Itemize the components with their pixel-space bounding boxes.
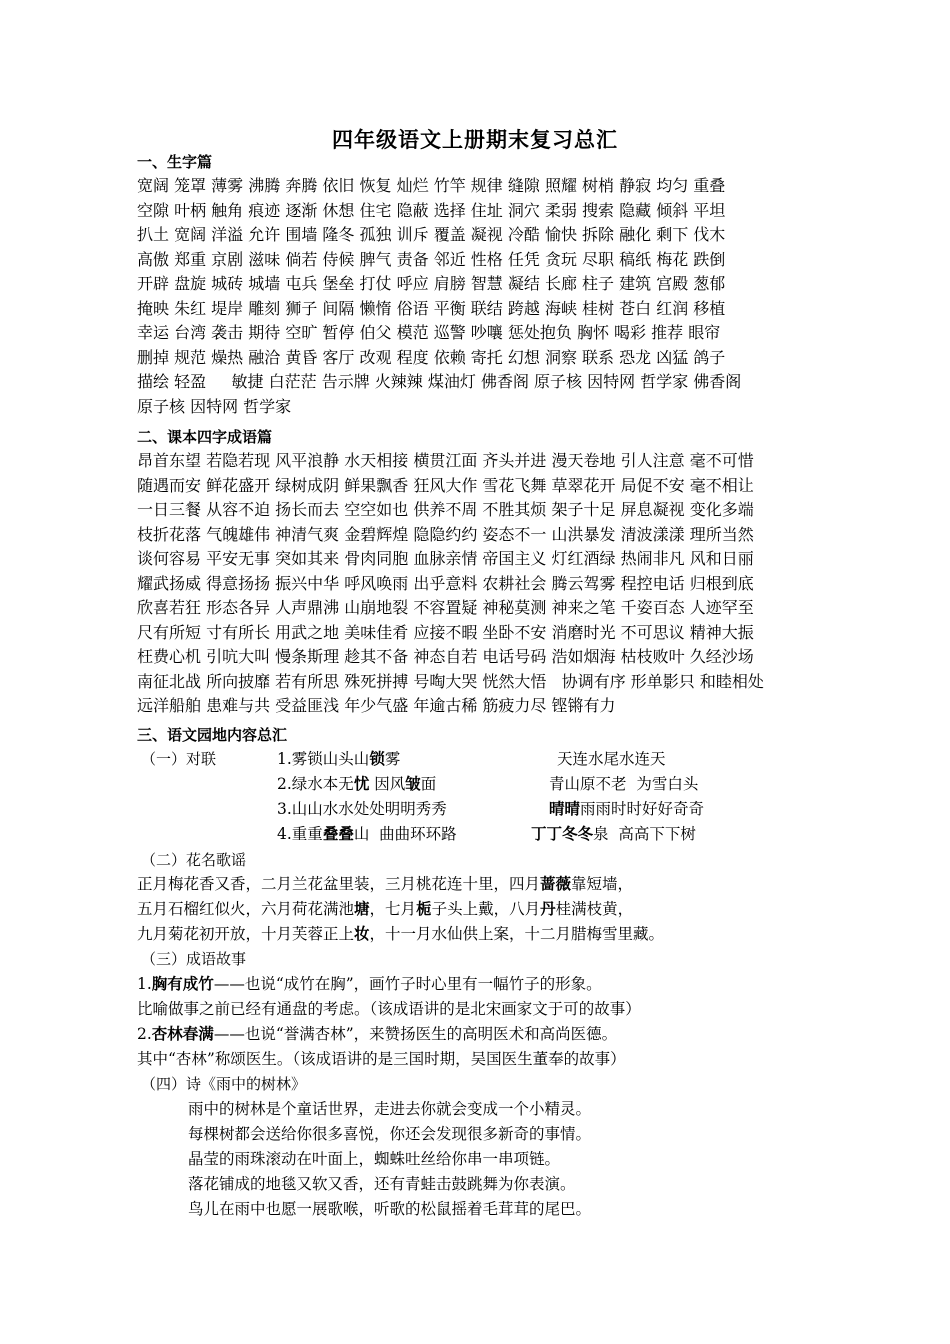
song-text: ，七月 xyxy=(369,900,417,918)
chengyu-line: 枉费心机 引吭大叫 慢条斯理 趁其不备 神态自若 电话号码 浩如烟海 枯枝败叶 久经沙场 xyxy=(137,647,754,666)
idiom-bold: 胸有成竹 xyxy=(151,975,214,993)
idiom-bold: 杏林春满 xyxy=(151,1025,214,1043)
shengzi-line: 空隙 叶柄 触角 痕迹 逐渐 休想 住宅 隐蔽 选择 住址 洞穴 柔弱 搜索 隐藏 倾斜 平坦 xyxy=(137,200,726,220)
chengyu-line: 尺有所短 寸有所长 用武之地 美味佳肴 应接不暇 坐卧不安 消磨时光 不可思议 精神大振 xyxy=(137,622,754,642)
section-heading-chengyu: 二、课本四字成语篇 xyxy=(137,428,273,446)
couplet-text: 重重 xyxy=(291,825,323,843)
chengyu-line: 南征北战 所向披靡 若有所思 殊死拼搏 号啕大哭 恍然大悟 协调有序 形单影只 和睦相处 xyxy=(137,671,764,691)
shengzi-list xyxy=(137,174,857,419)
chengyu-line: 谈何容易 平安无事 突如其来 骨肉同胞 血脉亲情 帝国主义 灯红酒绿 热闹非凡 风和日丽 xyxy=(137,549,754,568)
shengzi-line: 扒土 宽阔 洋溢 允许 围墙 隆冬 孤独 训斥 覆盖 凝视 冷酷 愉快 拆除 融化 剩下 伐木 xyxy=(137,225,726,244)
song-text: 靠短墙， xyxy=(571,875,634,893)
couplet-text: 面 xyxy=(420,775,437,793)
poem-line: 晶莹的雨珠滚动在叶面上，蜘蛛吐丝给你串一串项链。 xyxy=(188,1150,561,1168)
couplet-text: 天连水尾水连天 xyxy=(557,750,666,768)
duilian-label: （一）对联 xyxy=(141,750,217,768)
shengzi-line: 高傲 郑重 京剧 滋味 倘若 侍候 脾气 责备 邻近 性格 任凭 贪玩 尽职 稿纸 梅花 跌倒 xyxy=(137,249,726,269)
huaming-line-1 xyxy=(137,872,633,897)
couplet-number: 4. xyxy=(277,825,292,843)
couplet-text: 绿水本无 xyxy=(291,775,354,793)
couplet-lower-1 xyxy=(557,747,666,771)
shengzi-line: 幸运 台湾 袭击 期待 空旷 暂停 伯父 模范 巡警 吵嚷 惩处抱负 胸怀 喝彩 推荐 眼帘 xyxy=(137,323,721,342)
shengzi-line: 开辟 盘旋 城砖 城墙 屯兵 堡垒 打仗 呼应 肩膀 智慧 凝结 长廊 柱子 建筑 宫殿 葱郁 xyxy=(137,274,726,293)
gushi-line-2: 比喻做事之前已经有通盘的考虑。（该成语讲的是北宋画家文于可的故事） xyxy=(137,1000,641,1018)
chengyu-list xyxy=(137,449,857,719)
couplet-text: 因风 xyxy=(369,775,406,793)
page-title: 四年级语文上册期末复习总汇 xyxy=(332,128,618,152)
couplet-upper-1 xyxy=(277,747,400,771)
couplet-bold: 丁丁冬冬 xyxy=(531,825,594,843)
couplet-bold: 叠叠 xyxy=(322,825,354,843)
chengyu-line: 耀武扬威 得意扬扬 振兴中华 呼风唤雨 出乎意料 农耕社会 腾云驾雾 程控电话 归根到底 xyxy=(137,573,754,593)
song-bold: 蔷薇 xyxy=(540,875,572,893)
story-text: ——也说“成竹在胸”，画竹子时心里有一幅竹子的形象。 xyxy=(213,975,602,993)
huaming-label: （二）花名歌谣 xyxy=(141,851,247,869)
couplet-text: 山 曲曲环环路 xyxy=(353,825,457,843)
song-bold: 丹 xyxy=(540,900,556,918)
song-bold: 栀 xyxy=(416,900,432,918)
poem-line: 每棵树都会送给你很多喜悦，你还会发现很多新奇的事情。 xyxy=(188,1125,592,1143)
poem-line: 鸟儿在雨中也愿一展歌喉，听歌的松鼠摇着毛茸茸的尾巴。 xyxy=(188,1200,592,1218)
chengyu-line: 枝折花落 气魄雄伟 神清气爽 金碧辉煌 隐隐约约 姿态不一 山洪暴发 清波漾漾 理所当然 xyxy=(137,524,754,544)
song-text: 桂满枝黄， xyxy=(555,900,634,918)
couplet-bold: 忧 xyxy=(353,775,370,793)
couplet-text: 山山水水处处明明秀秀 xyxy=(291,800,447,818)
story-number: 2. xyxy=(137,1025,152,1043)
gushi-line-4: 其中“杏林”称颂医生。（该成语讲的是三国时期，吴国医生董奉的故事） xyxy=(137,1050,626,1068)
gushi-line-1 xyxy=(137,972,602,997)
chengyu-line: 欣喜若狂 形态各异 人声鼎沸 山崩地裂 不容置疑 神秘莫测 神来之笔 千姿百态 人迹罕至 xyxy=(137,598,754,617)
couplet-bold: 晴晴 xyxy=(549,800,581,818)
couplet-text: 雾锁山头山 xyxy=(291,750,370,768)
couplet-lower-2 xyxy=(549,772,698,796)
song-bold: 妆 xyxy=(354,925,370,943)
couplet-text: 雾 xyxy=(384,750,401,768)
gushi-line-3 xyxy=(137,1022,617,1047)
chengyu-line: 昂首东望 若隐若现 风平浪静 水天相接 横贯江面 齐头并进 漫天卷地 引人注意 毫不可惜 xyxy=(137,451,754,470)
story-number: 1. xyxy=(137,975,152,993)
shengzi-line: 删掉 规范 燥热 融洽 黄昏 客厅 改观 程度 依赖 寄托 幻想 洞察 联系 恐龙 凶猛 鸽子 xyxy=(137,347,726,367)
couplet-upper-2 xyxy=(277,772,436,796)
shengzi-line: 掩映 朱红 堤岸 雕刻 狮子 间隔 懒惰 俗语 平衡 联结 跨越 海峡 桂树 苍白 红润 移植 xyxy=(137,298,726,318)
song-text: ，十一月水仙供上案，十二月腊梅雪里藏。 xyxy=(369,925,665,943)
poem-line: 雨中的树林是个童话世界，走进去你就会变成一个小精灵。 xyxy=(188,1100,592,1118)
section-heading-yuanditotal: 三、语文园地内容总汇 xyxy=(137,726,288,744)
shengzi-line: 原子核 因特网 哲学家 xyxy=(137,396,292,416)
couplet-number: 3. xyxy=(277,800,292,818)
song-text: 五月石榴红似火，六月荷花满池 xyxy=(137,900,355,918)
couplet-bold: 锁 xyxy=(369,750,385,768)
section-heading-shengzi: 一、生字篇 xyxy=(137,153,213,171)
chengyu-line: 远洋船舶 患难与共 受益匪浅 年少气盛 年逾古稀 筋疲力尽 铿锵有力 xyxy=(137,696,616,715)
chengyu-line: 一日三餐 从容不迫 扬长而去 空空如也 供养不周 不胜其烦 架子十足 屏息凝视 变化多端 xyxy=(137,500,754,519)
couplet-bold: 皱 xyxy=(405,775,421,793)
huaming-line-3 xyxy=(137,922,664,947)
couplet-lower-4 xyxy=(531,822,696,846)
shengzi-line: 描绘 轻盈 敏捷 白茫茫 告示牌 火辣辣 煤油灯 佛香阁 原子核 因特网 哲学家 佛香阁 xyxy=(137,372,742,391)
couplet-lower-3 xyxy=(549,797,704,821)
chengyu-line: 随遇而安 鲜花盛开 绿树成阴 鲜果飘香 狂风大作 雪花飞舞 草翠花开 局促不安 毫不相让 xyxy=(137,475,754,495)
story-text: ——也说“誉满杏林”，来赞扬医生的高明医术和高尚医德。 xyxy=(213,1025,618,1043)
huaming-line-2 xyxy=(137,897,633,922)
couplet-upper-4 xyxy=(277,822,457,846)
couplet-number: 1. xyxy=(277,750,292,768)
couplet-text: 雨雨时时好好奇奇 xyxy=(580,800,705,818)
shengzi-line: 宽阔 笼罩 薄雾 沸腾 奔腾 依旧 恢复 灿烂 竹竿 规律 缝隙 照耀 树梢 静寂 均匀 重叠 xyxy=(137,176,726,195)
couplet-text: 泉 高高下下树 xyxy=(593,825,696,843)
couplet-number: 2. xyxy=(277,775,292,793)
song-text: 子头上戴，八月 xyxy=(431,900,541,918)
song-bold: 塘 xyxy=(354,900,370,918)
song-text: 九月菊花初开放，十月芙蓉正上 xyxy=(137,925,355,943)
poem-line: 落花铺成的地毯又软又香，还有青蛙击鼓跳舞为你表演。 xyxy=(188,1175,576,1193)
gushi-label: （三）成语故事 xyxy=(141,950,247,968)
song-text: 正月梅花香又香，二月兰花盆里装，三月桃花连十里，四月 xyxy=(137,875,541,893)
couplet-text: 青山原不老 为雪白头 xyxy=(549,775,699,793)
couplet-upper-3 xyxy=(277,797,447,821)
poem-label: （四）诗《雨中的树林》 xyxy=(141,1075,307,1093)
